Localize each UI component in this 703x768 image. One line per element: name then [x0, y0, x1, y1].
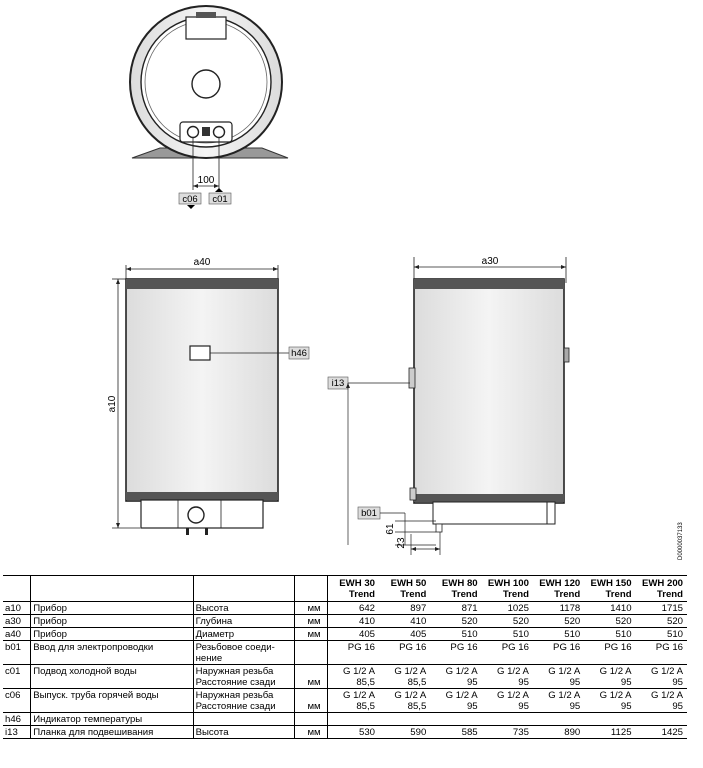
- row-param: Наружная резьба: [193, 665, 295, 678]
- dim-a10: a10: [107, 395, 118, 413]
- model-header-line: Trend: [348, 589, 375, 600]
- row-value: 85,5: [327, 677, 379, 689]
- row-code: c01: [5, 666, 21, 677]
- row-unit: мм: [295, 615, 327, 628]
- model-header: [584, 576, 635, 602]
- row-value: 585: [461, 727, 478, 738]
- header-blank: [3, 576, 31, 602]
- row-value: 642: [327, 602, 379, 615]
- row-unit: [295, 665, 327, 678]
- row-value: [327, 713, 379, 726]
- row-param: Высота: [193, 602, 295, 615]
- header-blank: [193, 576, 295, 602]
- row-value: 95: [518, 701, 529, 712]
- row-name: Прибор: [31, 602, 193, 615]
- model-header: [482, 576, 533, 602]
- row-unit: [295, 713, 327, 726]
- row-param: Расстояние сзади: [193, 677, 295, 689]
- model-header-line: Trend: [502, 589, 529, 600]
- row-value: 510: [666, 629, 683, 640]
- row-unit: [295, 641, 327, 665]
- row-value: 1425: [661, 727, 683, 738]
- row-value: 510: [461, 629, 478, 640]
- row-param: Расстояние сзади: [193, 701, 295, 713]
- row-code: i13: [5, 727, 18, 738]
- row-value: 890: [564, 727, 581, 738]
- row-value: G 1/2 A: [496, 666, 529, 677]
- model-header-line: EWH 100: [487, 578, 529, 589]
- model-header-line: EWH 200: [641, 578, 683, 589]
- model-header: [327, 576, 379, 602]
- model-header-line: EWH 150: [590, 578, 632, 589]
- row-value: [584, 713, 635, 726]
- model-header-line: EWH 50: [390, 578, 427, 589]
- row-name: Прибор: [31, 615, 193, 628]
- header-blank: [31, 576, 193, 602]
- row-value: G 1/2 A: [394, 690, 427, 701]
- row-value: PG 16: [327, 641, 379, 665]
- model-header-line: Trend: [605, 589, 632, 600]
- row-value: 735: [512, 727, 529, 738]
- row-name: Прибор: [31, 628, 193, 641]
- table-header-row: [3, 576, 687, 602]
- row-value: G 1/2 A: [496, 690, 529, 701]
- row-value: PG 16: [450, 642, 478, 653]
- row-code: h46: [5, 714, 22, 725]
- row-value: G 1/2 A: [599, 690, 632, 701]
- row-value: G 1/2 A: [445, 690, 478, 701]
- row-value: G 1/2 A: [548, 690, 581, 701]
- row-value: G 1/2 A: [651, 666, 683, 677]
- row-value: PG 16: [399, 642, 427, 653]
- table-row: [3, 689, 687, 702]
- table-row: [3, 602, 687, 615]
- row-value: 95: [620, 701, 632, 712]
- model-header-line: Trend: [400, 589, 427, 600]
- row-value: 95: [518, 677, 529, 688]
- table-row: [3, 677, 687, 689]
- row-value: 1410: [610, 603, 632, 614]
- row-code: [3, 701, 31, 713]
- row-value: PG 16: [501, 642, 529, 653]
- row-value: G 1/2 A: [327, 665, 379, 678]
- row-unit: мм: [295, 726, 327, 739]
- table-row: [3, 713, 687, 726]
- table-row: [3, 641, 687, 665]
- model-header: [533, 576, 584, 602]
- doc-number: D0000037133: [678, 522, 684, 560]
- row-param: Высота: [193, 726, 295, 739]
- spec-table: [3, 575, 687, 739]
- row-value: 520: [666, 616, 683, 627]
- row-value: 530: [327, 726, 379, 739]
- row-unit: мм: [295, 628, 327, 641]
- row-name: [31, 677, 193, 689]
- row-value: 520: [461, 616, 478, 627]
- row-value: [636, 713, 687, 726]
- row-param: Диаметр: [193, 628, 295, 641]
- model-header-line: Trend: [451, 589, 478, 600]
- dim-23: 23: [396, 537, 407, 549]
- row-value: PG 16: [553, 642, 581, 653]
- table-row: [3, 701, 687, 713]
- table-row: [3, 665, 687, 678]
- row-value: G 1/2 A: [445, 666, 478, 677]
- row-value: 95: [569, 701, 581, 712]
- tag-i13: i13: [331, 378, 345, 389]
- row-code: a40: [5, 629, 22, 640]
- row-value: [482, 713, 533, 726]
- row-value: G 1/2 A: [651, 690, 683, 701]
- row-value: 405: [327, 628, 379, 641]
- row-param: [193, 713, 295, 726]
- model-header-line: Trend: [656, 589, 683, 600]
- dim-a30: a30: [481, 256, 499, 267]
- row-unit: мм: [295, 677, 327, 689]
- row-unit: мм: [295, 701, 327, 713]
- side-view: [328, 256, 684, 560]
- row-value: 95: [620, 677, 632, 688]
- model-header-line: EWH 120: [539, 578, 581, 589]
- row-value: 510: [564, 629, 581, 640]
- table-row: [3, 726, 687, 739]
- row-value: 410: [327, 615, 379, 628]
- row-name: Планка для подвешивания: [31, 726, 193, 739]
- row-value: G 1/2 A: [394, 666, 427, 677]
- tag-c01: c01: [212, 194, 228, 205]
- row-name: [31, 701, 193, 713]
- model-header: [636, 576, 687, 602]
- row-param: Глубина: [193, 615, 295, 628]
- row-value: 520: [615, 616, 632, 627]
- row-value: G 1/2 A: [599, 666, 632, 677]
- row-value: 85,5: [407, 677, 427, 688]
- model-header: [430, 576, 481, 602]
- row-value: 95: [466, 677, 478, 688]
- row-unit: мм: [295, 602, 327, 615]
- row-value: 1715: [661, 603, 683, 614]
- row-value: PG 16: [604, 642, 632, 653]
- model-header-line: EWH 30: [339, 578, 375, 589]
- row-value: 510: [615, 629, 632, 640]
- table-row: [3, 628, 687, 641]
- front-view: [107, 257, 309, 535]
- row-unit: [295, 689, 327, 702]
- row-code: a30: [5, 616, 22, 627]
- tag-h46: h46: [291, 348, 307, 359]
- row-name: Индикатор температуры: [31, 713, 193, 726]
- row-name: Подвод холодной воды: [31, 665, 193, 678]
- row-name: Выпуск. труба горячей воды: [31, 689, 193, 702]
- row-value: 85,5: [407, 701, 427, 712]
- header-blank: [295, 576, 327, 602]
- row-code: a10: [5, 603, 22, 614]
- row-value: 1025: [507, 603, 529, 614]
- row-value: 1178: [559, 603, 581, 614]
- row-value: 95: [672, 701, 683, 712]
- row-param: Резьбовое соеди-нение: [193, 641, 295, 665]
- row-value: [379, 713, 430, 726]
- row-value: 410: [410, 616, 427, 627]
- row-value: 520: [564, 616, 581, 627]
- row-value: 590: [410, 727, 427, 738]
- model-header: [379, 576, 430, 602]
- row-value: 95: [672, 677, 683, 688]
- dim-100: 100: [197, 175, 215, 186]
- model-header-line: Trend: [554, 589, 581, 600]
- row-code: b01: [5, 642, 22, 653]
- row-value: 520: [512, 616, 529, 627]
- row-value: G 1/2 A: [548, 666, 581, 677]
- row-name: Ввод для электропроводки: [31, 641, 193, 665]
- row-value: 95: [466, 701, 478, 712]
- row-value: PG 16: [655, 642, 683, 653]
- top-view: [130, 6, 288, 209]
- row-code: [3, 677, 31, 689]
- row-value: 95: [569, 677, 581, 688]
- row-value: 871: [461, 603, 478, 614]
- row-value: [430, 713, 481, 726]
- dim-a40: a40: [193, 257, 211, 268]
- row-value: 510: [512, 629, 529, 640]
- row-value: 85,5: [327, 701, 379, 713]
- table-row: [3, 615, 687, 628]
- row-code: c06: [5, 690, 21, 701]
- row-value: 405: [410, 629, 427, 640]
- dim-61: 61: [385, 523, 396, 535]
- row-param: Наружная резьба: [193, 689, 295, 702]
- row-value: [533, 713, 584, 726]
- row-value: 897: [410, 603, 427, 614]
- tag-b01: b01: [361, 508, 377, 519]
- row-value: G 1/2 A: [327, 689, 379, 702]
- tag-c06: c06: [182, 194, 198, 205]
- model-header-line: EWH 80: [441, 578, 478, 589]
- row-value: 1125: [610, 727, 632, 738]
